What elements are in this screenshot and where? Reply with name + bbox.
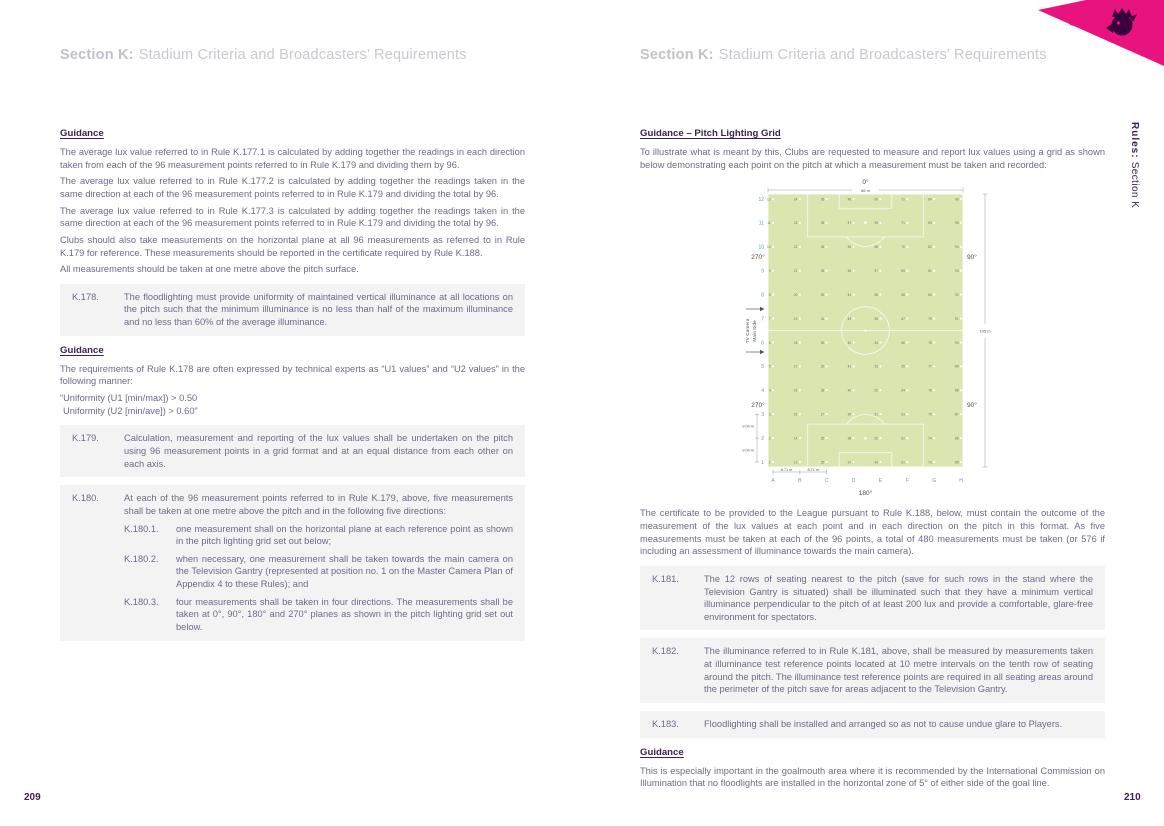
grid-point-number: 3 [768,412,771,417]
guidance-heading: Guidance [640,746,684,758]
grid-point-number: 94 [955,245,959,250]
grid-point-number: 83 [928,221,932,226]
row-label: 1 [761,460,764,467]
col-label: E [878,478,883,485]
grid-point-number: 21 [793,269,798,274]
row-label: 8 [761,292,764,299]
grid-point [772,270,774,272]
grid-point-number: 84 [928,197,932,202]
section-header-prefix: Section K: [640,47,714,63]
grid-point-number: 24 [793,197,798,202]
grid-point [799,342,801,344]
rule-number: K.178. [72,291,99,302]
grid-point-number: 46 [847,245,852,250]
grid-point-number: 78 [928,341,932,346]
dim-width-label: 68 m [861,188,870,194]
grid-point [799,318,801,320]
guidance-paragraph: Clubs should also take measurements on the horizontal plane at all 96 measurements as referred to in Rule K.179 for reference. These measurements should be reported in the certificate required by Rule K.188. [60,234,525,258]
grid-point [772,342,774,344]
guidance-paragraph: All measurements should be taken at one metre above the pitch surface. [60,264,359,275]
grid-point-number: 92 [955,293,959,298]
grid-point-number: 10 [767,245,771,250]
grid-point-number: 7 [768,317,771,322]
grid-point [879,437,881,439]
grid-point-number: 57 [874,269,879,274]
uniformity-quote-line: Uniformity (U2 [min/ave]) > 0.60” [63,405,198,416]
grid-point-number: 30 [820,341,825,346]
grid-point [826,222,828,224]
grid-point-number: 28 [820,388,825,393]
corner-banner [1034,0,1164,80]
grid-point-number: 88 [955,388,959,393]
side-tab-bold: Rules: [1129,122,1140,159]
grid-point [826,413,828,415]
grid-point [799,366,801,368]
grid-point-number: 90 [955,341,959,346]
grid-point [852,437,854,439]
grid-point [879,246,881,248]
grid-point [772,294,774,296]
grid-point [772,366,774,368]
grid-point [906,270,908,272]
grid-point-number: 91 [955,317,959,322]
grid-point-number: 80 [928,293,932,298]
grid-point-number: 87 [955,412,959,417]
grid-point-number: 86 [955,436,959,441]
grid-point-number: 40 [847,388,852,393]
grid-point [933,437,935,439]
guidance-heading: Guidance [60,128,104,139]
grid-point [799,198,801,200]
rule-number: K.183. [652,719,679,730]
grid-point-number: 4 [768,388,771,393]
grid-point-number: 16 [793,388,798,393]
grid-point [879,318,881,320]
grid-point-number: 71 [901,221,905,226]
pitch-lighting-grid-diagram [640,175,1105,505]
grid-point-number: 58 [874,245,879,250]
grid-point-number: 95 [955,221,959,226]
row-label: 12 [758,197,764,204]
grid-point [799,390,801,392]
grid-point [933,342,935,344]
grid-point [826,342,828,344]
grid-point-number: 66 [901,341,905,346]
grid-point-number: 17 [793,364,798,369]
grid-point [933,413,935,415]
certificate-paragraph: The certificate to be provided to the League pursuant to Rule K.188, below, must contain the outcome of the measurement of the lux values at each point and in each direction on the pitch in this format. As five measurements must be taken at each of the 96 points, a total of 480 measurements must be taken (or 576 if including an assessment of illuminance towards the main camera). [640,508,1105,557]
grid-point [960,390,962,392]
grid-point-number: 6 [768,341,771,346]
grid-point [960,413,962,415]
grid-point-number: 59 [874,221,879,226]
grid-point [852,246,854,248]
pitch-svg [733,175,1013,503]
grid-point-number: 63 [901,412,905,417]
row-labels [758,197,764,466]
section-header-prefix: Section K: [60,47,134,63]
subrule-number: K.180.3. [124,596,159,607]
subrule-text: when necessary, one measurement shall be taken towards the main camera on the Television Gantry (represented at position no. 1 on the Master Camera Plan of Appendix 4 to these Rules); and [176,553,513,590]
grid-point-number: 18 [793,341,798,346]
page-number-left: 209 [24,792,41,803]
subrule-row [124,523,513,548]
guidance-heading: Guidance – Pitch Lighting Grid [640,128,781,139]
grid-point-number: 43 [847,317,852,322]
grid-point [852,390,854,392]
grid-point-number: 22 [793,245,798,250]
grid-point [826,294,828,296]
grid-point-number: 62 [901,436,905,441]
col-label: D [851,478,856,485]
side-tab-rules-section [1129,122,1140,208]
tv-camera-line2: Main Side [753,320,758,342]
grid-point-number: 8 [768,293,771,298]
grid-point-number: 45 [847,269,852,274]
grid-point-number: 44 [847,293,852,298]
grid-point-number: 48 [847,197,852,202]
row-label: 11 [758,221,764,228]
grid-point [906,390,908,392]
tv-camera-line1: TV Camera [746,319,751,344]
grid-point-number: 77 [928,364,932,369]
grid-point [879,366,881,368]
grid-point [906,294,908,296]
grid-point [852,198,854,200]
grid-point-number: 13 [793,460,798,465]
grid-point-number: 67 [901,317,905,322]
row-label: 3 [761,412,764,419]
grid-point-number: 54 [874,341,879,346]
col-label: F [905,478,909,485]
grid-point [772,198,774,200]
angle-label-bottom: 180° [858,490,873,498]
guidance-heading: Guidance [60,344,104,356]
angle-label-top: 0° [862,179,869,187]
side-tab-rest: Section K [1129,158,1140,209]
guidance-paragraph: The average lux value referred to in Rule K.177.3 is calculated by adding together the readings taken in the same direction at each of the 96 measurement points referred to in Rule K.179 and dividing the total by 96. [60,205,525,229]
rule-text: Floodlighting shall be installed and arranged so as not to cause undue glare to Players. [704,719,1063,730]
grid-point-number: 31 [820,317,825,322]
grid-point [879,294,881,296]
grid-point [799,413,801,415]
dim-height-label: 105 m [979,328,991,334]
page-number-right: 210 [1124,792,1141,803]
grid-point-number: 52 [874,388,879,393]
col-label: C [824,478,829,485]
rule-number: K.180. [72,493,99,504]
grid-point [933,461,935,463]
angle-label-right-lower: 90° [967,402,977,410]
grid-point [799,222,801,224]
grid-point [879,390,881,392]
grid-point-number: 61 [901,460,905,465]
rule-number: K.181. [652,573,679,584]
grid-point [960,294,962,296]
rule-number: K.182. [652,646,679,657]
grid-point [906,461,908,463]
grid-point-number: 79 [928,317,932,322]
right-page-content [640,127,1105,794]
subrule-row [124,553,513,591]
grid-point-number: 9 [768,269,771,274]
angle-label-left-lower: 270° [751,402,765,410]
grid-point [933,246,935,248]
grid-point [772,246,774,248]
row-label: 4 [761,388,764,395]
grid-point [960,318,962,320]
grid-point-number: 41 [847,364,852,369]
grid-point [826,198,828,200]
grid-point [852,366,854,368]
grid-point [772,461,774,463]
grid-point [960,246,962,248]
grid-point-number: 73 [928,460,932,465]
col-label: B [798,478,802,485]
grid-point [906,342,908,344]
grid-point-number: 93 [955,269,959,274]
grid-point-number: 74 [928,436,932,441]
grid-point-number: 96 [955,197,959,202]
rule-box-k182 [640,638,1105,703]
row-label: 10 [758,244,764,251]
corner-banner-ribbon [1038,0,1164,66]
grid-point-number: 51 [874,412,879,417]
subrule-number: K.180.2. [124,553,159,564]
grid-point-number: 25 [820,460,825,465]
grid-point [960,270,962,272]
grid-point-number: 33 [820,269,825,274]
grid-point [852,294,854,296]
grid-point-number: 56 [874,293,879,298]
grid-point-number: 35 [820,221,825,226]
grid-point [933,318,935,320]
grid-point [960,461,962,463]
grid-point [772,318,774,320]
grid-point [960,198,962,200]
row-label: 6 [761,340,764,347]
angle-label-left-upper: 270° [751,254,765,262]
dim-col-spacing-label: 8.71 m [807,468,820,473]
guidance-paragraph: To illustrate what is meant by this, Clubs are requested to measure and report lux values using a grid as shown below demonstrating each point on the pitch at which a measurement must be taken and recorded: [640,147,1105,170]
grid-point-number: 27 [820,412,825,417]
section-header-left [60,47,467,63]
grid-point-number: 76 [928,388,932,393]
grid-point [879,198,881,200]
grid-point [826,461,828,463]
grid-point-number: 69 [901,269,905,274]
grid-point-number: 26 [820,436,825,441]
grid-point [826,270,828,272]
row-label: 9 [761,268,764,275]
grid-point [852,461,854,463]
grid-point-number: 81 [928,269,932,274]
grid-point [933,222,935,224]
subrule-text: one measurement shall on the horizontal plane at each reference point as shown in the pitch lighting grid set out below; [176,523,513,547]
grid-point-number: 50 [874,436,879,441]
uniformity-quote-line: “Uniformity (U1 [min/max]) > 0.50 [60,393,198,404]
grid-point [799,246,801,248]
grid-point [772,437,774,439]
tv-camera-label [745,319,758,344]
rule-text: The floodlighting must provide uniformity of maintained vertical illuminance at all locations on the pitch such that the minimum illuminance is no less than half of the maximum illuminance and no less than 60% of the average illuminance. [124,291,513,328]
grid-point-number: 82 [928,245,932,250]
grid-point [960,366,962,368]
grid-point [879,461,881,463]
grid-point-number: 32 [820,293,825,298]
grid-point [906,413,908,415]
col-label: A [771,478,775,485]
rule-text: The illuminance referred to in Rule K.181, above, shall be measured by measurements taken at illuminance test reference points located at 10 metre intervals on the tenth row of seating around the pitch. The illuminance test reference points are required in all seating areas around the perimeter of the pitch save for areas adjacent to the Television Gantry. [704,646,1093,695]
dim-row-spacing-lines [755,415,759,463]
grid-point [826,437,828,439]
grid-point-number: 36 [820,197,825,202]
grid-point-number: 70 [901,245,905,250]
grid-point [960,437,962,439]
dim-row-spacing-label: 9.04 m [742,424,754,429]
grid-point-number: 72 [901,197,905,202]
rule-text: At each of the 96 measurement points referred to in Rule K.179, above, five measurements shall be taken at one metre above the pitch and in the following five directions: [124,493,513,516]
rule-text: Calculation, measurement and reporting of the lux values shall be undertaken on the pitch using 96 measurement points in a grid format and at an equal distance from each other on each axis. [124,433,513,469]
col-labels [771,478,963,484]
section-header-right [640,47,1047,63]
grid-point [933,366,935,368]
grid-point [826,390,828,392]
guidance-paragraph: This is especially important in the goalmouth area where it is recommended by the International Commission on Illumination that no floodlights are installed in the horizontal zone of 5° of either side of the goal line. [640,765,1105,789]
grid-point-number: 12 [767,197,771,202]
grid-point [826,366,828,368]
grid-point-number: 75 [928,412,932,417]
grid-point-number: 29 [820,364,825,369]
grid-point-number: 2 [768,436,771,441]
rule-box-k183 [640,711,1105,738]
grid-point [906,366,908,368]
rule-number: K.179. [72,433,99,444]
grid-point-number: 68 [901,293,905,298]
grid-point-number: 85 [955,460,959,465]
grid-point [799,437,801,439]
grid-point-number: 23 [793,221,798,226]
grid-point [799,461,801,463]
grid-point-number: 14 [793,436,798,441]
grid-point-number: 64 [901,388,905,393]
grid-point-number: 15 [793,412,798,417]
grid-point-number: 42 [847,341,852,346]
grid-point-number: 65 [901,364,905,369]
grid-point [906,222,908,224]
grid-point-number: 20 [793,293,798,298]
section-header-title: Stadium Criteria and Broadcasters’ Requirements [138,47,467,63]
grid-point [799,270,801,272]
grid-point-number: 5 [768,364,771,369]
grid-point [960,222,962,224]
rule-text: The 12 rows of seating nearest to the pitch (save for such rows in the stand where the Television Gantry is situated) shall be illuminated such that they have a minimum vertical illuminance perpendicular to the pitch of at least 200 lux and provide a comfortable, glare-free environment for spectators. [704,573,1093,622]
grid-point-number: 60 [874,197,879,202]
angle-label-right-upper: 90° [967,254,977,262]
grid-point-number: 34 [820,245,825,250]
grid-point [879,342,881,344]
grid-point-number: 55 [874,317,879,322]
grid-point-number: 49 [874,460,879,465]
grid-point-number: 37 [847,460,852,465]
grid-point [933,198,935,200]
grid-point [772,222,774,224]
left-page-content [60,127,525,649]
col-label: H [959,478,963,485]
rule-box-k178 [60,284,525,336]
grid-point [879,222,881,224]
grid-point [906,198,908,200]
row-label: 7 [761,316,764,323]
guidance-paragraph: The average lux value referred to in Rule K.177.2 is calculated by adding together the readings taken in the same direction at each of the 96 measurement points referred to in Rule K.179 and dividing the total by 96. [60,176,525,199]
grid-point-number: 38 [847,436,852,441]
subrule-row [124,596,513,634]
grid-point-number: 19 [793,317,798,322]
grid-point-number: 47 [847,221,852,226]
guidance-paragraph: The average lux value referred to in Rule K.177.1 is calculated by adding together the readings in each direction taken from each of the 96 measurement points referred to in Rule K.179 and dividing them by 96. [60,147,525,170]
dim-row-spacing-label: 9.04 m [742,448,754,453]
subrule-number: K.180.1. [124,523,159,534]
grid-point [960,342,962,344]
grid-point-number: 39 [847,412,852,417]
row-label: 5 [761,364,764,371]
row-label: 2 [761,436,764,443]
rule-box-k181 [640,566,1105,631]
grid-point [933,390,935,392]
rule-box-k179 [60,425,525,477]
col-label: G [932,478,937,485]
grid-point [852,222,854,224]
grid-point [826,318,828,320]
subrule-text: four measurements shall be taken in four directions. The measurements shall be taken at 0°, 90°, 180° and 270° planes as shown in the pitch lighting grid set out below. [176,596,513,633]
grid-point [879,270,881,272]
grid-point [933,270,935,272]
section-header-title: Stadium Criteria and Broadcasters’ Requirements [718,47,1047,63]
grid-point [906,246,908,248]
grid-point-number: 1 [768,460,771,465]
grid-point [799,294,801,296]
dim-col-spacing-label: 8.71 m [780,468,793,473]
grid-point [933,294,935,296]
grid-point [772,413,774,415]
grid-point-number: 89 [955,364,959,369]
rule-box-k180 [60,485,525,640]
grid-point-number: 11 [767,221,771,226]
guidance-paragraph: The requirements of Rule K.178 are often expressed by technical experts as “U1 values” and “U2 values” in the following manner: [60,363,525,387]
grid-point [879,413,881,415]
grid-point [772,390,774,392]
grid-point [852,270,854,272]
grid-point [826,246,828,248]
grid-point [906,318,908,320]
grid-point [906,437,908,439]
grid-point [852,318,854,320]
grid-point [852,342,854,344]
grid-point-number: 53 [874,364,879,369]
grid-point [852,413,854,415]
